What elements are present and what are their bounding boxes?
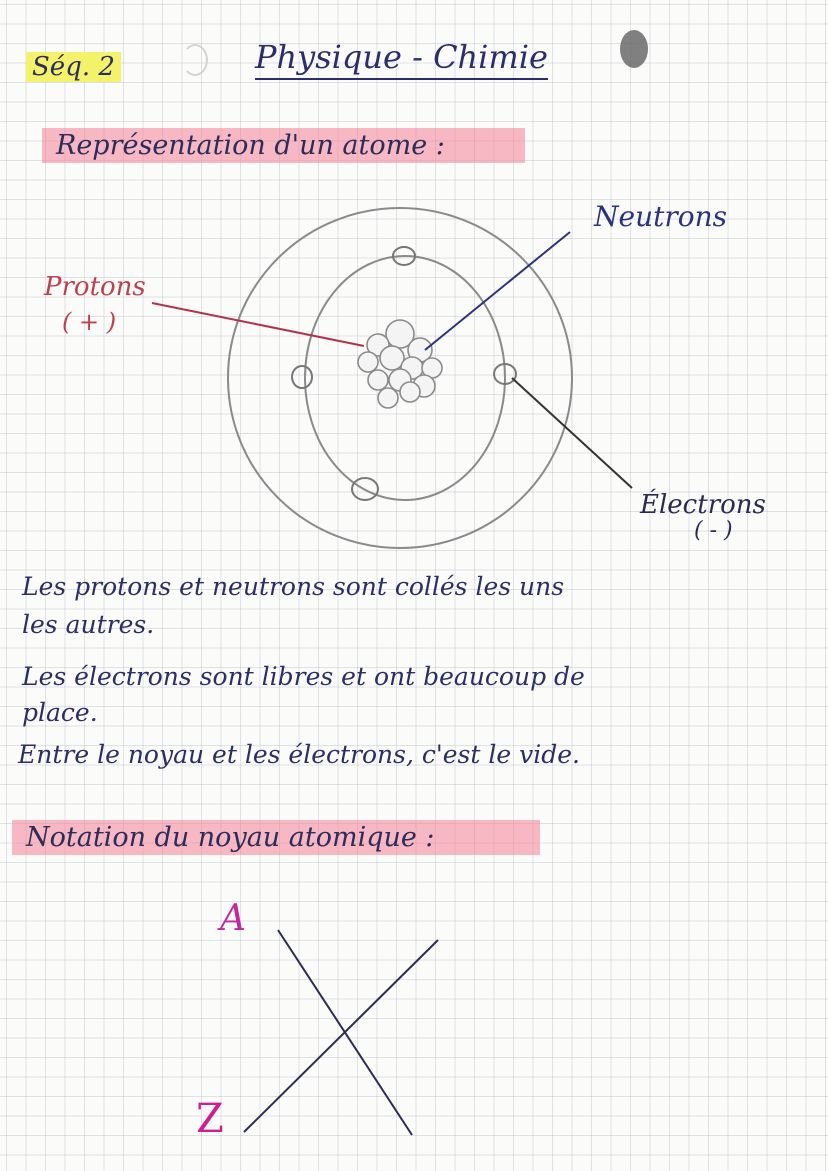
label-protons-charge: ( + ) [62,308,117,336]
atomic-number-letter: Z [196,1096,224,1142]
label-electrons: Électrons [640,490,766,520]
label-protons: Protons [44,272,146,302]
nucleus [358,320,442,408]
section-heading-atom: Représentation d'un atome : [42,128,525,163]
section-heading-notation: Notation du noyau atomique : [12,820,540,855]
note-line: Entre le noyau et les électrons, c'est le vide. [18,740,580,769]
page-title: Physique - Chimie [255,38,548,80]
note-line: les autres. [22,610,155,639]
label-electrons-charge: ( - ) [694,518,733,543]
note-line: Les protons et neutrons sont collés les uns [22,572,565,601]
notation-cross-stroke [244,940,438,1132]
mass-number-letter: A [220,898,246,939]
label-neutrons: Neutrons [594,200,727,233]
sequence-tag: Séq. 2 [26,52,121,82]
note-line: place. [22,698,98,727]
note-line: Les électrons sont libres et ont beaucoup de [22,662,585,691]
protons-leader-line [152,303,364,346]
electron [292,366,312,388]
